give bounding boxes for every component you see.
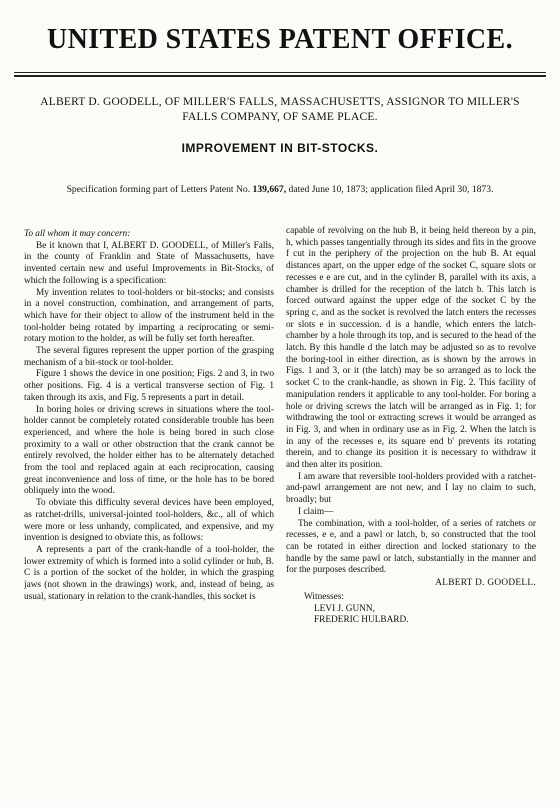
paragraph: To obviate this difficulty several devices have been employed, as ratchet-drills, universal-jointed tool-holders, &c., all of which were more or less unhandy, complicated, and expensive, and my invention is designed to obviate this, as follows:	[24, 498, 274, 544]
paragraph: A represents a part of the crank-handle of a tool-holder, the lower extremity of which is formed into a solid cylinder or hub, B. C is a portion of the socket of the holder, in which the grasping jaws (not shown in the drawings) work, and, instead of being, as usual, stationary in relation to the crank-handles, this socket is	[24, 544, 274, 602]
patent-number: 139,667,	[252, 184, 287, 195]
title-rule-thick	[14, 75, 546, 77]
specification-line	[40, 183, 520, 196]
witness-name: FREDERIC HULBARD.	[314, 615, 409, 626]
title-rule-thin	[14, 72, 546, 73]
office-title: UNITED STATES PATENT OFFICE.	[46, 24, 514, 55]
paragraph: I am aware that reversible tool-holders provided with a ratchet-and-pawl arrangement are not new, and I lay no claim to such, broadly; but	[286, 471, 536, 506]
right-column	[286, 226, 536, 796]
spec-prefix: Specification forming part of Letters Patent No.	[66, 184, 251, 195]
witness-name: LEVI J. GUNN,	[314, 603, 375, 614]
inventor-signature: ALBERT D. GOODELL.	[435, 578, 536, 589]
claim-label: I claim—	[298, 506, 334, 517]
paragraph: Be it known that I, ALBERT D. GOODELL, of Miller's Falls, in the county of Franklin and State of Massachusetts, have invented certain new and useful Improvements in Bit-Stocks, of which the following is a specification:	[24, 240, 274, 286]
salutation: To all whom it may concern:	[24, 229, 131, 239]
witnesses-label: Witnesses:	[304, 591, 344, 602]
paragraph: In boring holes or driving screws in situations where the tool-holder cannot be completely rotated considerable trouble has been experienced, and where the hole is being bored in such close proximity to a wall or other obstruction that the crank cannot be entirely revolved, the holder either has to be alternately detached from the tool and replaced again at each reciprocation, causing great inconvenience and loss of time, or the hole has to be bored obliquely into the wood.	[24, 404, 274, 497]
paragraph: My invention relates to tool-holders or bit-stocks; and consists in a novel construction, combination, and arrangement of parts, which have for their object to allow of the instrument held in the tool-holder being rotated by imparting a reciprocating or semi-rotary motion to the holder, as will be fully set forth hereafter.	[24, 287, 274, 345]
witnesses-block	[304, 592, 536, 627]
paragraph: Figure 1 shows the device in one position; Figs. 2 and 3, in two other positions. Fig. 4 is a vertical transverse section of Fig. 1 taken through its axis, and Fig. 5 represents a part in detail.	[24, 369, 274, 403]
patent-subject: IMPROVEMENT IN BIT-STOCKS.	[181, 141, 379, 155]
left-column	[24, 229, 274, 799]
paragraph: capable of revolving on the hub B, it being held thereon by a pin, h, which passes tangentially through its sides and fits in the groove f cut in the periphery of the projection on the hub B. At equal distances apart, on the upper edge of the socket C, square slots or recesses e e are cut, and in the cylinder B, parallel with its axis, a chamber is drilled for the reception of the latch b. This latch is forced outward against the upper edge of the socket C by the spring c, and as the socket is revolved the latch enters the recesses or slots e in succession. d is a handle, which enters the latch-chamber by a hole through its top, and is secured to the head of the latch. By this handle d the latch may be adjusted so as to revolve the boring-tool in either direction, as is shown by the arrows in Figs. 1 and 3, or it (the latch) may be so arranged as to lock the socket C to the crank-handle, as shown in Fig. 2. This facility of manipulation renders it applicable to any tool-holder. For boring a hole or driving screws the latch will be arranged as in Fig. 1; for withdrawing the tool or extracting screws it would be arranged as in Fig. 3, and when in ordinary use as in Fig. 2. When the latch is in any of the recesses e, its square end b' prevents its rotating therein, and to change its position it is necessary to withdraw it and then alter its position.	[286, 226, 536, 471]
paragraph: The several figures represent the upper portion of the grasping mechanism of a bit-stock or tool-holder.	[24, 346, 274, 368]
spec-suffix: dated June 10, 1873; application filed April 30, 1873.	[288, 184, 494, 195]
inventor-line: ALBERT D. GOODELL, OF MILLER'S FALLS, MASSACHUSETTS, ASSIGNOR TO MILLER'S FALLS COMPANY, OF SAME PLACE.	[40, 96, 520, 123]
claim-text: The combination, with a tool-holder, of a series of ratchets or recesses, e e, and a pawl or latch, b, so constructed that the tool can be rotated in either direction and locked stationary to the handle by the same pawl or latch, substantially in the manner and for the purposes described.	[286, 518, 536, 576]
